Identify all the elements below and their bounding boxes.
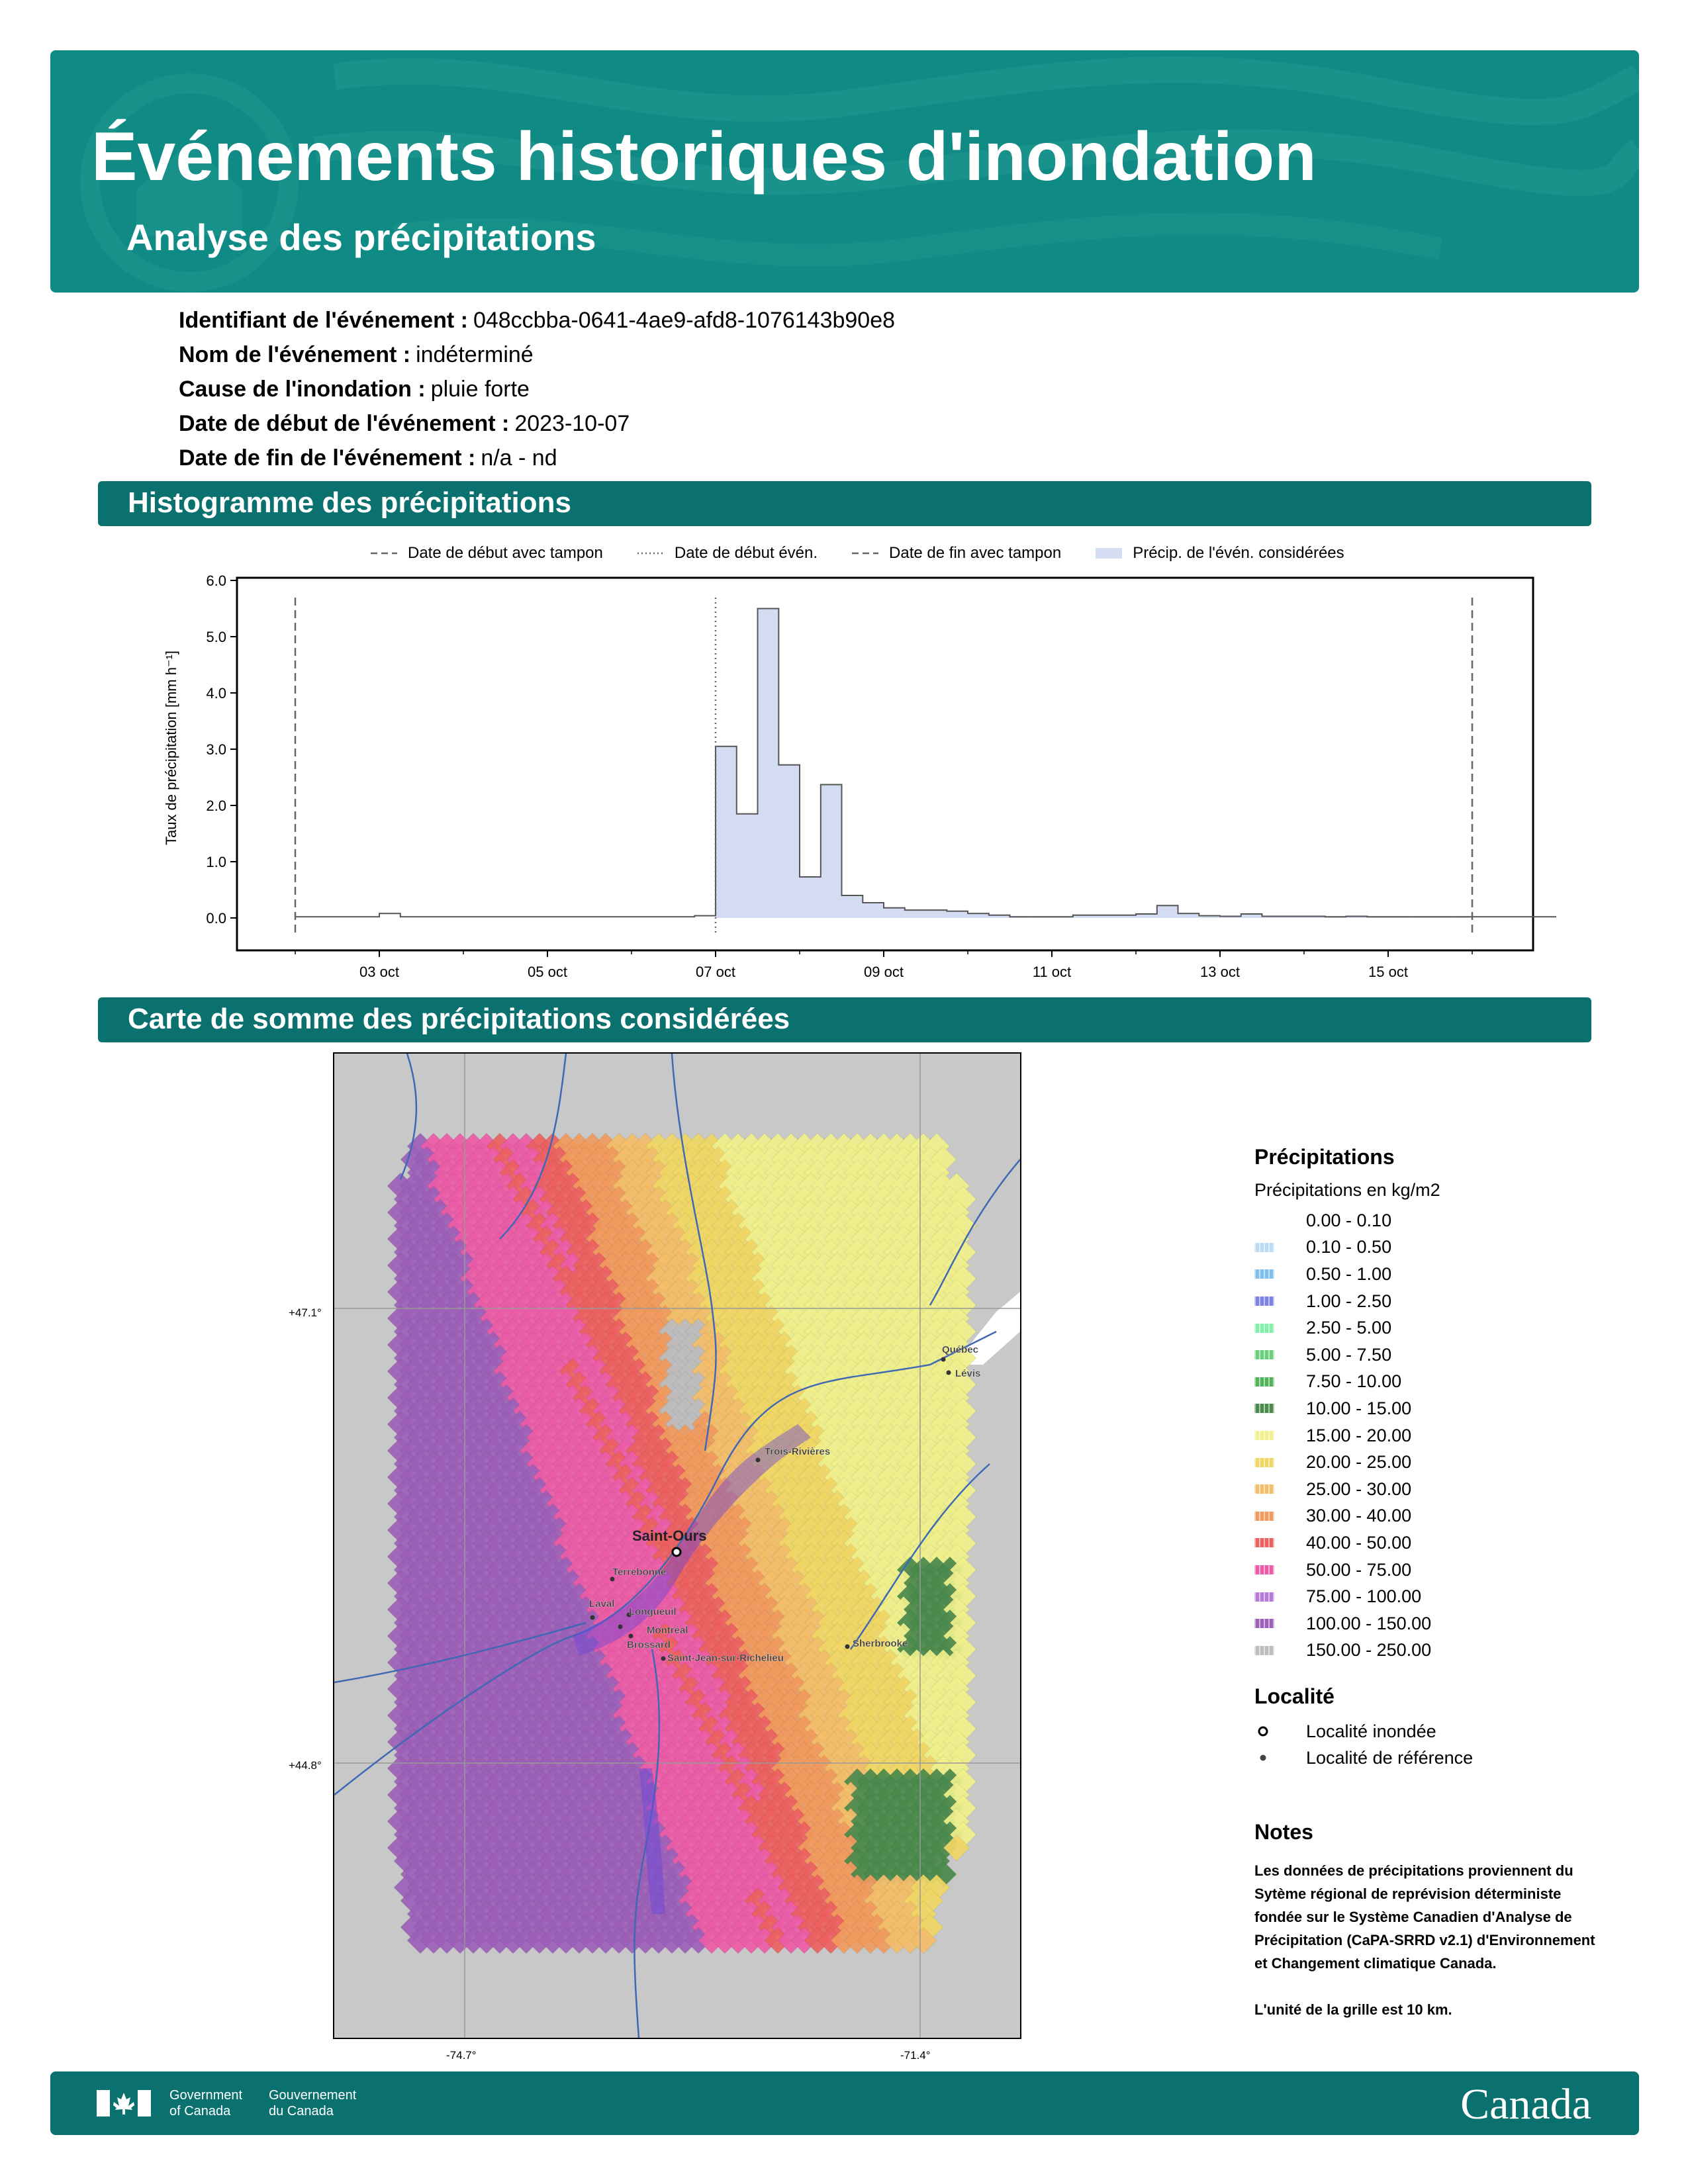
- precipitation-map[interactable]: [333, 1052, 1021, 2039]
- flood-cause-value: pluie forte: [430, 377, 530, 402]
- start-date-label: Date de début de l'événement :: [179, 411, 510, 436]
- histogram-bar: [1157, 905, 1178, 918]
- precip-class-label: 50.00 - 75.00: [1306, 1559, 1412, 1580]
- precip-class-label: 5.00 - 7.50: [1306, 1344, 1392, 1365]
- map-section-title: Carte de somme des précipitations considérées: [128, 1003, 790, 1035]
- flooded-locality-marker: [673, 1548, 680, 1556]
- precipitation-histogram: [0, 0, 1688, 993]
- precip-class-item: [1254, 1557, 1440, 1584]
- page-title: Événements historiques d'inondation: [91, 118, 1317, 195]
- open-circle-icon: [1254, 1725, 1274, 1738]
- histogram-bar: [737, 814, 758, 918]
- color-swatch: [1254, 1297, 1274, 1306]
- event-name-label: Nom de l'événement :: [179, 342, 411, 367]
- precip-class-label: 25.00 - 30.00: [1306, 1479, 1412, 1499]
- color-swatch: [1254, 1243, 1274, 1252]
- reference-locality-label: Québec: [942, 1344, 979, 1355]
- color-swatch: [1254, 1350, 1274, 1359]
- reference-locality-label: Saint-Jean-sur-Richelieu: [667, 1653, 784, 1664]
- precip-class-label: 40.00 - 50.00: [1306, 1532, 1412, 1553]
- gov-fr-signature: Gouvernement du Canada: [269, 2088, 357, 2118]
- color-swatch: [1254, 1404, 1274, 1413]
- legend-reference-locality: [1254, 1745, 1473, 1771]
- y-tick-label: 1.0: [206, 854, 226, 870]
- x-tick-label: 15 oct: [1368, 964, 1408, 980]
- histogram-bar: [968, 913, 989, 918]
- reference-locality-marker: [941, 1357, 946, 1362]
- histogram-bar: [800, 877, 821, 918]
- reference-locality-marker: [756, 1458, 761, 1463]
- histogram-bar: [778, 765, 800, 918]
- footer: [50, 2071, 1639, 2135]
- x-tick-label: 11 oct: [1032, 964, 1072, 980]
- reference-locality-label: Longueuil: [629, 1606, 677, 1617]
- reference-locality-marker: [590, 1615, 595, 1620]
- histogram-bar: [905, 910, 926, 918]
- y-tick-label: 4.0: [206, 685, 226, 702]
- histogram-bar: [926, 910, 947, 918]
- y-tick-label: 3.0: [206, 741, 226, 758]
- precip-class-label: 100.00 - 150.00: [1306, 1613, 1432, 1633]
- x-tick-label: 09 oct: [864, 964, 904, 980]
- color-swatch: [1254, 1512, 1274, 1521]
- reference-locality-label: Montréal: [647, 1625, 688, 1636]
- precip-class-item: [1254, 1395, 1440, 1422]
- precip-class-item: [1254, 1637, 1440, 1664]
- y-tick-label: 5.0: [206, 629, 226, 645]
- reference-locality-label: Laval: [589, 1598, 615, 1610]
- x-tick-label: 03 oct: [359, 964, 399, 980]
- end-date-label: Date de fin de l'événement :: [179, 445, 476, 471]
- legend-label: Localité de référence: [1306, 1747, 1474, 1768]
- precip-class-label: 75.00 - 100.00: [1306, 1586, 1422, 1607]
- precip-class-item: [1254, 1422, 1440, 1449]
- reference-locality-marker: [629, 1634, 633, 1639]
- precip-class-item: [1254, 1342, 1440, 1369]
- histogram-bar: [842, 895, 863, 918]
- lon-label-1: -74.7°: [446, 2049, 477, 2062]
- lon-label-2: -71.4°: [900, 2049, 931, 2062]
- gov-en-signature: Government of Canada: [169, 2088, 243, 2118]
- precip-class-item: [1254, 1583, 1440, 1610]
- event-id-value: 048ccbba-0641-4ae9-afd8-1076143b90e8: [473, 308, 896, 333]
- reference-locality-marker: [661, 1657, 666, 1661]
- histogram-bar: [716, 747, 737, 918]
- precip-class-item: [1254, 1529, 1440, 1557]
- histogram-bar: [1178, 913, 1199, 918]
- color-swatch: [1254, 1592, 1274, 1602]
- x-tick-label: 05 oct: [528, 964, 567, 980]
- precip-class-label: 20.00 - 25.00: [1306, 1452, 1412, 1473]
- reference-locality-label: Lévis: [955, 1368, 981, 1379]
- color-swatch: [1254, 1484, 1274, 1494]
- page-subtitle: Analyse des précipitations: [126, 216, 596, 258]
- canada-wordmark: Canada: [1460, 2080, 1591, 2128]
- start-date-value: 2023-10-07: [514, 411, 630, 436]
- precip-class-label: 150.00 - 250.00: [1306, 1640, 1432, 1661]
- x-tick-label: 13 oct: [1200, 964, 1240, 980]
- color-swatch: [1254, 1619, 1274, 1628]
- histogram-bar: [758, 609, 779, 919]
- precip-class-label: 0.00 - 0.10: [1306, 1210, 1392, 1230]
- histogram-bar: [947, 911, 968, 918]
- end-date-value: n/a - nd: [481, 445, 557, 471]
- precip-class-label: 10.00 - 15.00: [1306, 1398, 1412, 1418]
- color-swatch: [1254, 1646, 1274, 1655]
- y-tick-label: 0.0: [206, 910, 226, 927]
- precip-class-label: 15.00 - 20.00: [1306, 1425, 1412, 1445]
- lat-label-1: +47.1°: [289, 1306, 322, 1319]
- flooded-locality-label: Saint-Ours: [632, 1527, 707, 1544]
- event-name-value: indéterminé: [416, 342, 534, 367]
- precip-legend-subtitle: Précipitations en kg/m2: [1254, 1180, 1440, 1200]
- reference-locality-marker: [947, 1371, 951, 1375]
- precip-class-label: 2.50 - 5.00: [1306, 1318, 1392, 1338]
- precip-class-item: [1254, 1207, 1440, 1234]
- notes-paragraph-source: Les données de précipitations proviennent du Sytème régional de reprévision déterministe fondée sur le Système Canadien d'Analyse de Précipitation (CaPA-SRRD v2.1) d'Environnement et Changement climatique Canada.: [1254, 1862, 1595, 1972]
- histogram-bar: [863, 903, 884, 918]
- precip-class-item: [1254, 1610, 1440, 1637]
- map-canvas[interactable]: [334, 1054, 1020, 2038]
- reference-locality-marker: [618, 1625, 623, 1629]
- precip-class-label: 0.10 - 0.50: [1306, 1237, 1392, 1257]
- reference-locality-label: Sherbrooke: [853, 1638, 908, 1649]
- legend-label: Date de fin avec tampon: [889, 544, 1062, 562]
- plot-frame: [237, 578, 1533, 950]
- color-swatch: [1254, 1565, 1274, 1574]
- color-swatch: [1254, 1431, 1274, 1440]
- color-swatch: [1254, 1458, 1274, 1467]
- precip-class-label: 7.50 - 10.00: [1306, 1371, 1402, 1392]
- precip-class-label: 30.00 - 40.00: [1306, 1506, 1412, 1526]
- lat-label-2: +44.8°: [289, 1759, 322, 1772]
- canada-flag-icon: [97, 2090, 151, 2116]
- dot-icon: [1254, 1751, 1274, 1764]
- histogram-section-title: Histogramme des précipitations: [128, 486, 571, 519]
- precip-class-item: [1254, 1503, 1440, 1530]
- legend-label: Date de début évén.: [674, 544, 818, 562]
- locality-legend-title: Localité: [1254, 1684, 1335, 1708]
- locality-legend: [1254, 1684, 1473, 1771]
- reference-locality-label: Brossard: [627, 1639, 671, 1651]
- notes-title: Notes: [1254, 1820, 1313, 1844]
- color-swatch: [1254, 1269, 1274, 1279]
- x-tick-label: 07 oct: [696, 964, 735, 980]
- precip-class-item: [1254, 1234, 1440, 1261]
- legend-label: Date de début avec tampon: [408, 544, 603, 562]
- precipitation-legend: [1254, 1145, 1440, 1664]
- legend-label: Précip. de l'évén. considérées: [1133, 544, 1344, 562]
- histogram-bar: [884, 908, 905, 918]
- precip-legend-title: Précipitations: [1254, 1145, 1395, 1169]
- precip-class-item: [1254, 1314, 1440, 1342]
- precip-class-item: [1254, 1288, 1440, 1315]
- reference-locality-label: Trois-Rivières: [765, 1446, 831, 1457]
- precip-class-item: [1254, 1369, 1440, 1396]
- precip-class-item: [1254, 1449, 1440, 1476]
- y-tick-label: 2.0: [206, 797, 226, 814]
- color-swatch: [1254, 1216, 1274, 1225]
- color-swatch: [1254, 1324, 1274, 1333]
- reference-locality-marker: [845, 1645, 850, 1649]
- precip-class-item: [1254, 1261, 1440, 1288]
- notes-paragraph-grid: L'unité de la grille est 10 km.: [1254, 2001, 1452, 2018]
- legend-label: Localité inondée: [1306, 1721, 1436, 1741]
- color-swatch: [1254, 1538, 1274, 1547]
- notes: [1254, 1820, 1599, 2044]
- color-swatch: [1254, 1377, 1274, 1387]
- precip-class-label: 0.50 - 1.00: [1306, 1263, 1392, 1284]
- y-tick-label: 6.0: [206, 572, 226, 589]
- histogram-bar: [821, 785, 842, 918]
- event-id-label: Identifiant de l'événement :: [179, 308, 468, 333]
- y-axis-label: Taux de précipitation [mm h⁻¹]: [163, 650, 179, 846]
- legend-flooded-locality: [1254, 1718, 1473, 1745]
- flood-cause-label: Cause de l'inondation :: [179, 377, 426, 402]
- reference-locality-label: Terrebonne: [612, 1567, 667, 1578]
- precip-class-label: 1.00 - 2.50: [1306, 1291, 1392, 1311]
- precip-class-item: [1254, 1476, 1440, 1503]
- map-section-header: [98, 997, 1591, 1042]
